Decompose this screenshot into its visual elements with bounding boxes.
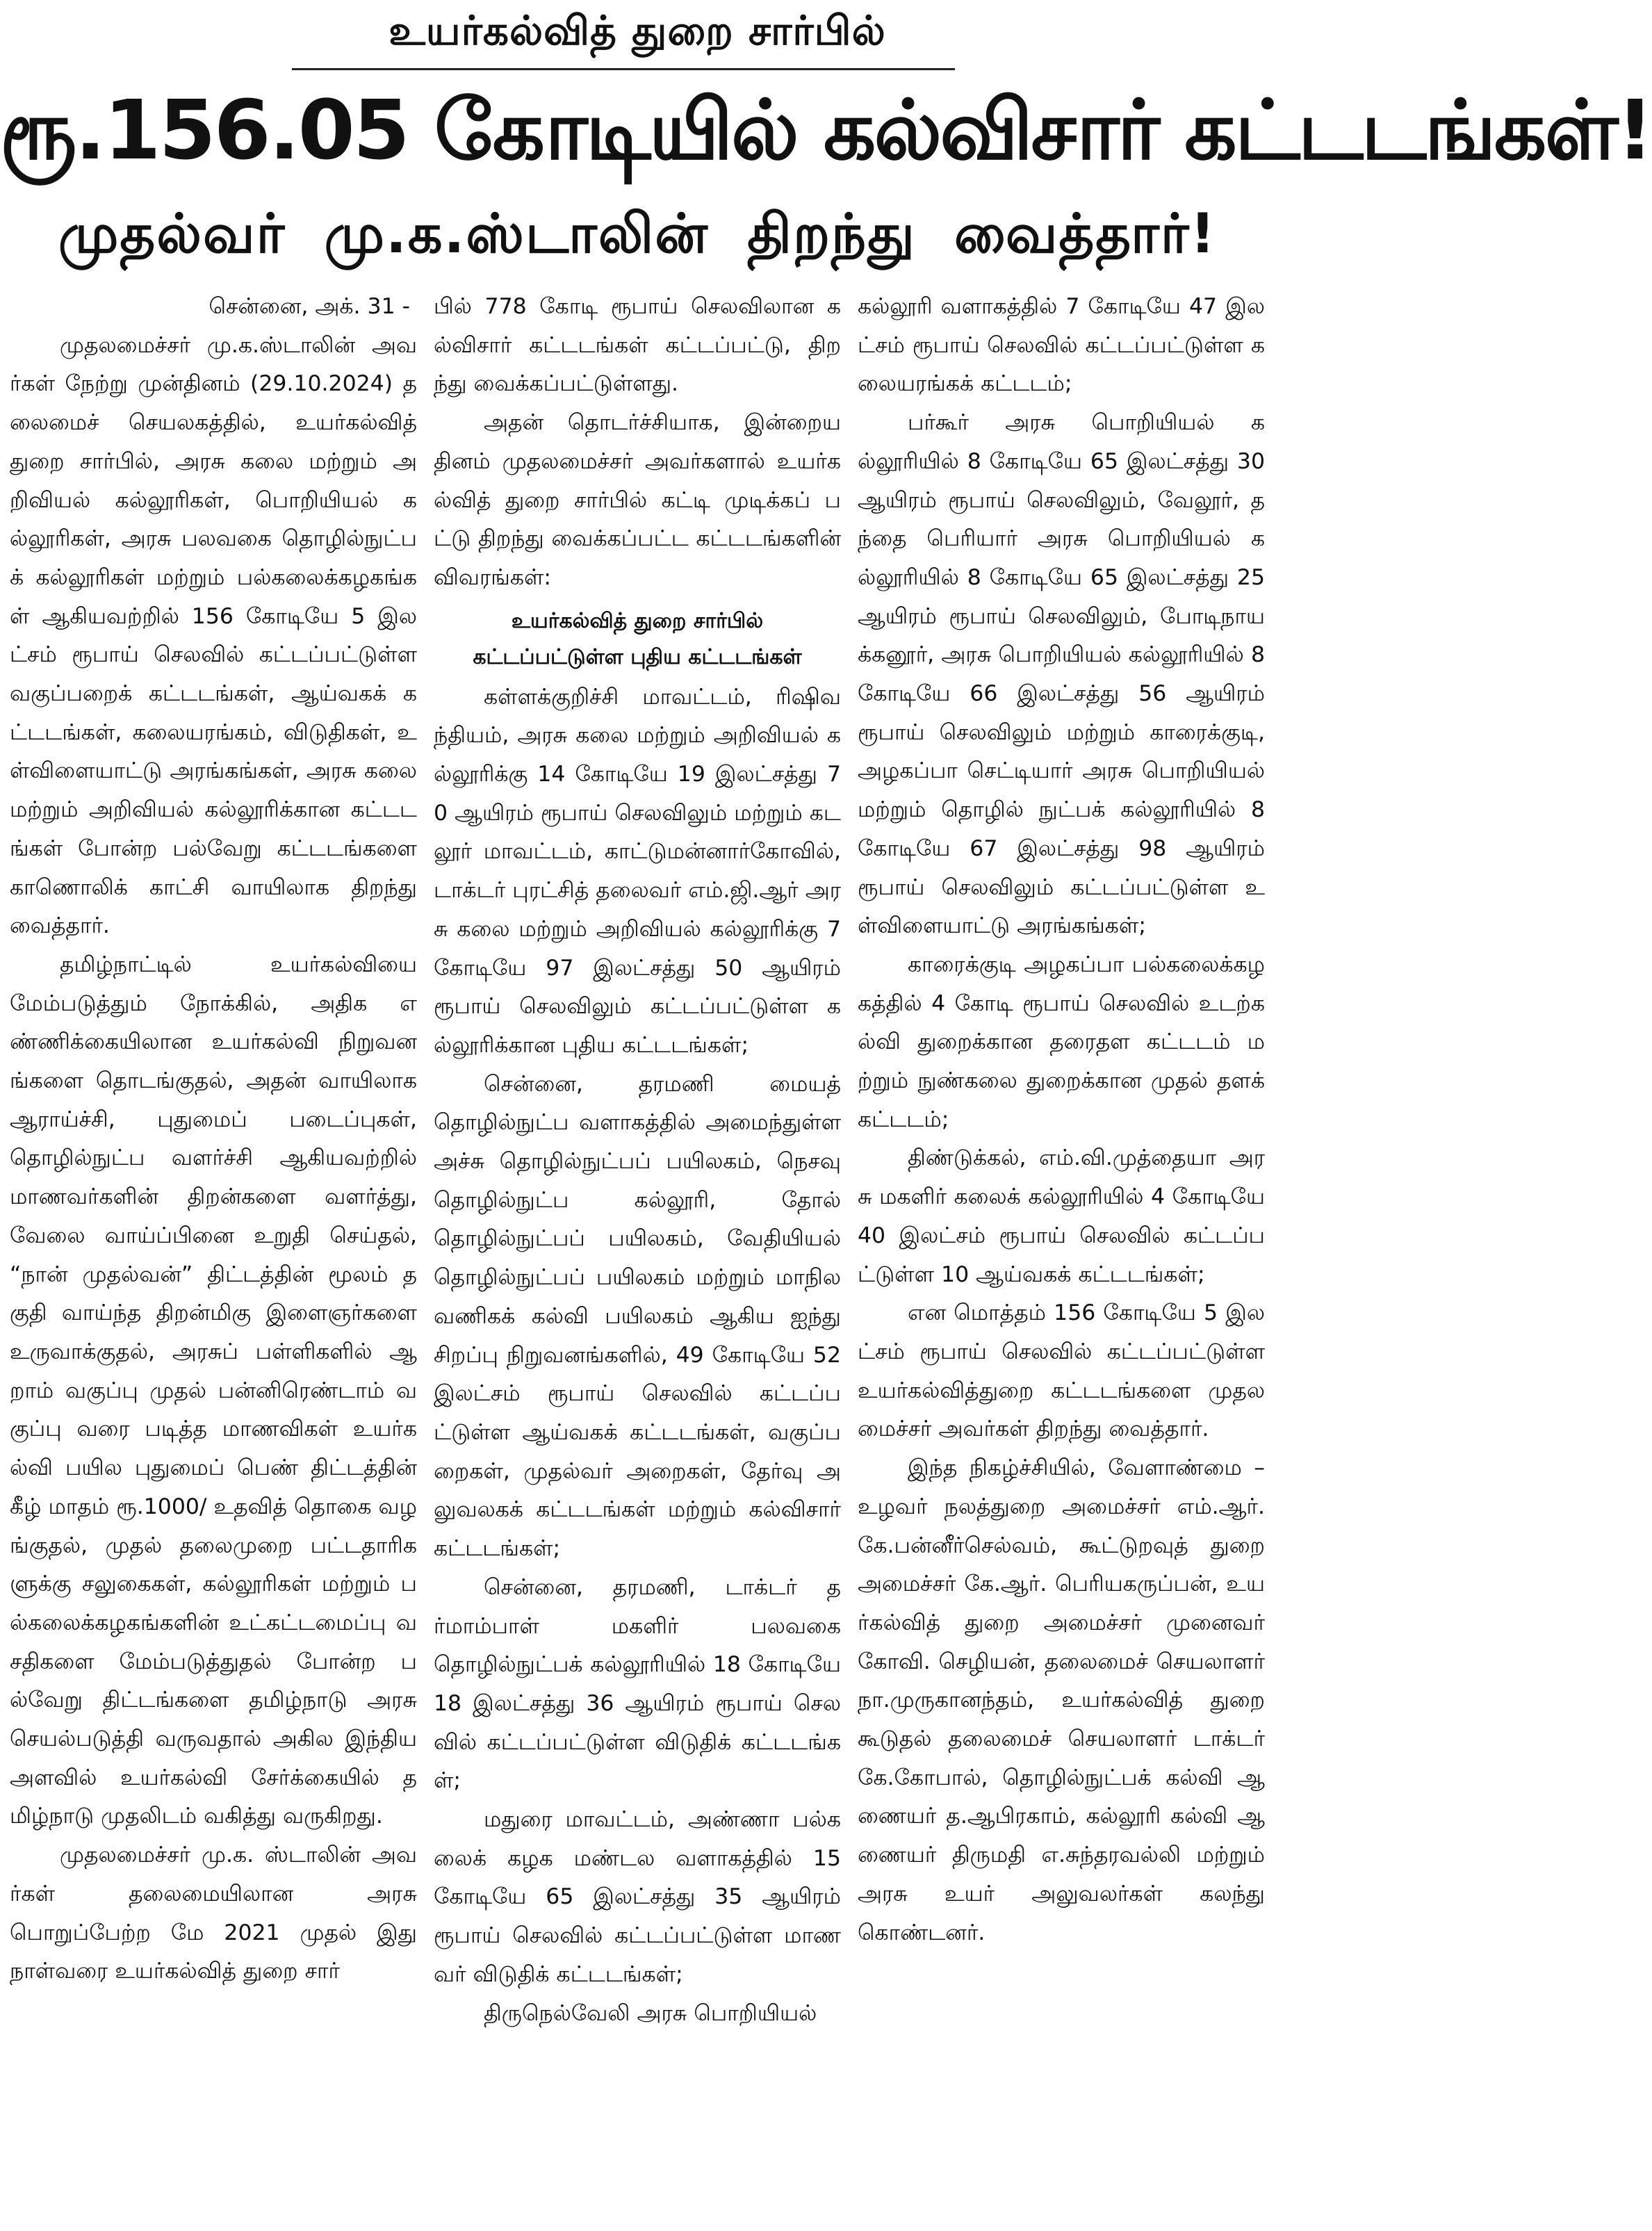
paragraph: காரைக்குடி அழகப்பா பல்கலைக்கழகத்தில் 4 கோடி ரூபாய் செலவில் உடற்கல்வி துறைக்கான தரைதள கட்டடம் மற்றும் நுண்கலை துறைக்கான முதல் தளக் கட்டடம்; bbox=[858, 951, 1265, 1132]
section-subheading-line-1: உயர்கல்வித் துறை சார்பில் bbox=[511, 608, 764, 633]
paragraph: பர்கூர் அரசு பொறியியல் கல்லூரியில் 8 கோடியே 65 இலட்சத்து 30 ஆயிரம் ரூபாய் செலவிலும், வேலூர், தந்தை பெரியார் அரசு பொறியியல் கல்லூரியில் 8 கோடியே 65 இலட்சத்து 25 ஆயிரம் ரூபாய் செலவிலும், போடிநாயக்கனூர், அரசு பொறியியல் கல்லூரியில் 8 கோடியே 66 இலட்சத்து 56 ஆயிரம் ரூபாய் செலவிலும் மற்றும் காரைக்குடி, அழகப்பா செட்டியார் அரசு பொறியியல் மற்றும் தொழில் நுட்பக் கல்லூரியில் 8 கோடியே 67 இலட்சத்து 98 ஆயிரம் ரூபாய் செலவிலும் கட்டப்பட்டுள்ள உள்விளையாட்டு அரங்கங்கள்; bbox=[858, 410, 1265, 939]
kicker-underline bbox=[292, 68, 955, 70]
paragraph: கள்ளக்குறிச்சி மாவட்டம், ரிஷிவந்தியம், அரசு கலை மற்றும் அறிவியல் கல்லூரிக்கு 14 கோடியே 19 இலட்சத்து 70 ஆயிரம் ரூபாய் செலவிலும் மற்றும் கடலூர் மாவட்டம், காட்டுமன்னார்கோவில், டாக்டர் புரட்சித் தலைவர் எம்.ஜி.ஆர் அரசு கலை மற்றும் அறிவியல் கல்லூரிக்கு 7 கோடியே 97 இலட்சத்து 50 ஆயிரம் ரூபாய் செலவிலும் கட்டப்பட்டுள்ள கல்லூரிக்கான புதிய கட்டடங்கள்; bbox=[434, 684, 841, 1058]
paragraph: என மொத்தம் 156 கோடியே 5 இலட்சம் ரூபாய் செலவில் கட்டப்பட்டுள்ள உயர்கல்வித்துறை கட்டடங்களை முதலமைச்சர் அவர்கள் திறந்து வைத்தார். bbox=[858, 1300, 1265, 1442]
subheadline: முதல்வர் மு.க.ஸ்டாலின் திறந்து வைத்தார்! bbox=[58, 203, 1217, 265]
article-column-2 bbox=[434, 288, 841, 2223]
article-column-1 bbox=[10, 288, 417, 2223]
paragraph: திண்டுக்கல், எம்.வி.முத்தையா அரசு மகளிர் கலைக் கல்லூரியில் 4 கோடியே 40 இலட்சம் ரூபாய் செலவில் கட்டப்பட்டுள்ள 10 ஆய்வகக் கட்டடங்கள்; bbox=[858, 1145, 1265, 1287]
paragraph: சென்னை, தரமணி, டாக்டர் தர்மாம்பாள் மகளிர் பலவகை தொழில்நுட்பக் கல்லூரியில் 18 கோடியே 18 இலட்சத்து 36 ஆயிரம் ரூபாய் செலவில் கட்டப்பட்டுள்ள விடுதிக் கட்டடங்கள்; bbox=[434, 1574, 841, 1794]
section-subheading-line-2: கட்டப்பட்டுள்ள புதிய கட்டடங்கள் bbox=[473, 644, 802, 669]
paragraph-continued: பில் 778 கோடி ரூபாய் செலவிலான கல்விசார் கட்டடங்கள் கட்டப்பட்டு, திறந்து வைக்கப்பட்டுள்ளது. bbox=[434, 294, 841, 397]
paragraph: இந்த நிகழ்ச்சியில், வேளாண்மை – உழவர் நலத்துறை அமைச்சர் எம்.ஆர்.கே.பன்னீர்செல்வம், கூட்டுறவுத் துறை அமைச்சர் கே.ஆர். பெரியகருப்பன், உயர்கல்வித் துறை அமைச்சர் முனைவர் கோவி. செழியன், தலைமைச் செயலாளர் நா.முருகானந்தம், உயர்கல்வித் துறை கூடுதல் தலைமைச் செயலாளர் டாக்டர் கே.கோபால், தொழில்நுட்பக் கல்வி ஆணையர் த.ஆபிரகாம், கல்லூரி கல்வி ஆணையர் திருமதி எ.சுந்தரவல்லி மற்றும் அரசு உயர் அலுவலர்கள் கலந்து கொண்டனர். bbox=[858, 1455, 1265, 1945]
dateline: சென்னை, அக். 31 - bbox=[208, 294, 410, 319]
paragraph: முதலமைச்சர் மு.க.ஸ்டாலின் அவர்கள் நேற்று முன்தினம் (29.10.2024) தலைமைச் செயலகத்தில், உயர்கல்வித் துறை சார்பில், அரசு கலை மற்றும் அறிவியல் கல்லூரிகள், பொறியியல் கல்லூரிகள், அரசு பலவகை தொழில்நுட்பக் கல்லூரிகள் மற்றும் பல்கலைக்கழகங்கள் ஆகியவற்றில் 156 கோடியே 5 இலட்சம் ரூபாய் செலவில் கட்டப்பட்டுள்ள வகுப்பறைக் கட்டடங்கள், ஆய்வகக் கட்டடங்கள், கலையரங்கம், விடுதிகள், உள்விளையாட்டு அரங்கங்கள், அரசு கலை மற்றும் அறிவியல் கல்லூரிக்கான கட்டடங்கள் போன்ற பல்வேறு கட்டடங்களை காணொலிக் காட்சி வாயிலாக திறந்து வைத்தார். bbox=[10, 332, 417, 939]
paragraph: முதலமைச்சர் மு.க. ஸ்டாலின் அவர்கள் தலைமையிலான அரசு பொறுப்பேற்ற மே 2021 முதல் இது நாள்வரை உயர்கல்வித் துறை சார் bbox=[10, 1842, 417, 1984]
article-column-3 bbox=[858, 288, 1265, 2223]
paragraph: அதன் தொடர்ச்சியாக, இன்றைய தினம் முதலமைச்சர் அவர்களால் உயர்கல்வித் துறை சார்பில் கட்டி முடிக்கப் பட்டு திறந்து வைக்கப்பட்ட கட்டடங்களின் விவரங்கள்: bbox=[434, 410, 841, 590]
article-body bbox=[10, 288, 1265, 2223]
paragraph: மதுரை மாவட்டம், அண்ணா பல்கலைக் கழக மண்டல வளாகத்தில் 15 கோடியே 65 இலட்சத்து 35 ஆயிரம் ரூபாய் செலவில் கட்டப்பட்டுள்ள மாணவர் விடுதிக் கட்டடங்கள்; bbox=[434, 1807, 841, 1987]
section-subheading bbox=[434, 603, 841, 676]
headline: ரூ.156.05 கோடியில் கல்விசார் கட்டடங்கள்! bbox=[0, 82, 1652, 178]
paragraph: திருநெல்வேலி அரசு பொறியியல் bbox=[484, 2000, 817, 2026]
paragraph-continued: கல்லூரி வளாகத்தில் 7 கோடியே 47 இலட்சம் ரூபாய் செலவில் கட்டப்பட்டுள்ள கலையரங்கக் கட்டடம்; bbox=[858, 294, 1265, 397]
kicker-heading: உயர்கல்வித் துறை சார்பில் bbox=[389, 7, 886, 54]
paragraph: தமிழ்நாட்டில் உயர்கல்வியை மேம்படுத்தும் நோக்கில், அதிக எண்ணிக்கையிலான உயர்கல்வி நிறுவனங்களை தொடங்குதல், அதன் வாயிலாக ஆராய்ச்சி, புதுமைப் படைப்புகள், தொழில்நுட்ப வளர்ச்சி ஆகியவற்றில் மாணவர்களின் திறன்களை வளர்த்து, வேலை வாய்ப்பினை உறுதி செய்தல், “நான் முதல்வன்” திட்டத்தின் மூலம் தகுதி வாய்ந்த திறன்மிகு இளைஞர்களை உருவாக்குதல், அரசுப் பள்ளிகளில் ஆறாம் வகுப்பு முதல் பன்னிரெண்டாம் வகுப்பு வரை படித்த மாணவிகள் உயர்கல்வி பயில புதுமைப் பெண் திட்டத்தின் கீழ் மாதம் ரூ.1000/ உதவித் தொகை வழங்குதல், முதல் தலைமுறை பட்டதாரிகளுக்கு சலுகைகள், கல்லூரிகள் மற்றும் பல்கலைக்கழகங்களின் உட்கட்டமைப்பு வசதிகளை மேம்படுத்துதல் போன்ற பல்வேறு திட்டங்களை தமிழ்நாடு அரசு செயல்படுத்தி வருவதால் அகில இந்திய அளவில் உயர்கல்வி சேர்க்கையில் தமிழ்நாடு முதலிடம் வகித்து வருகிறது. bbox=[10, 951, 417, 1829]
paragraph: சென்னை, தரமணி மையத் தொழில்நுட்ப வளாகத்தில் அமைந்துள்ள அச்சு தொழில்நுட்பப் பயிலகம், நெசவு தொழில்நுட்ப கல்லூரி, தோல் தொழில்நுட்பப் பயிலகம், வேதியியல் தொழில்நுட்பப் பயிலகம் மற்றும் மாநில வணிகக் கல்வி பயிலகம் ஆகிய ஐந்து சிறப்பு நிறுவனங்களில், 49 கோடியே 52 இலட்சம் ரூபாய் செலவில் கட்டப்பட்டுள்ள ஆய்வகக் கட்டடங்கள், வகுப்பறைகள், முதல்வர் அறைகள், தேர்வு அலுவலகக் கட்டடங்கள் மற்றும் கல்விசார் கட்டடங்கள்; bbox=[434, 1071, 841, 1562]
